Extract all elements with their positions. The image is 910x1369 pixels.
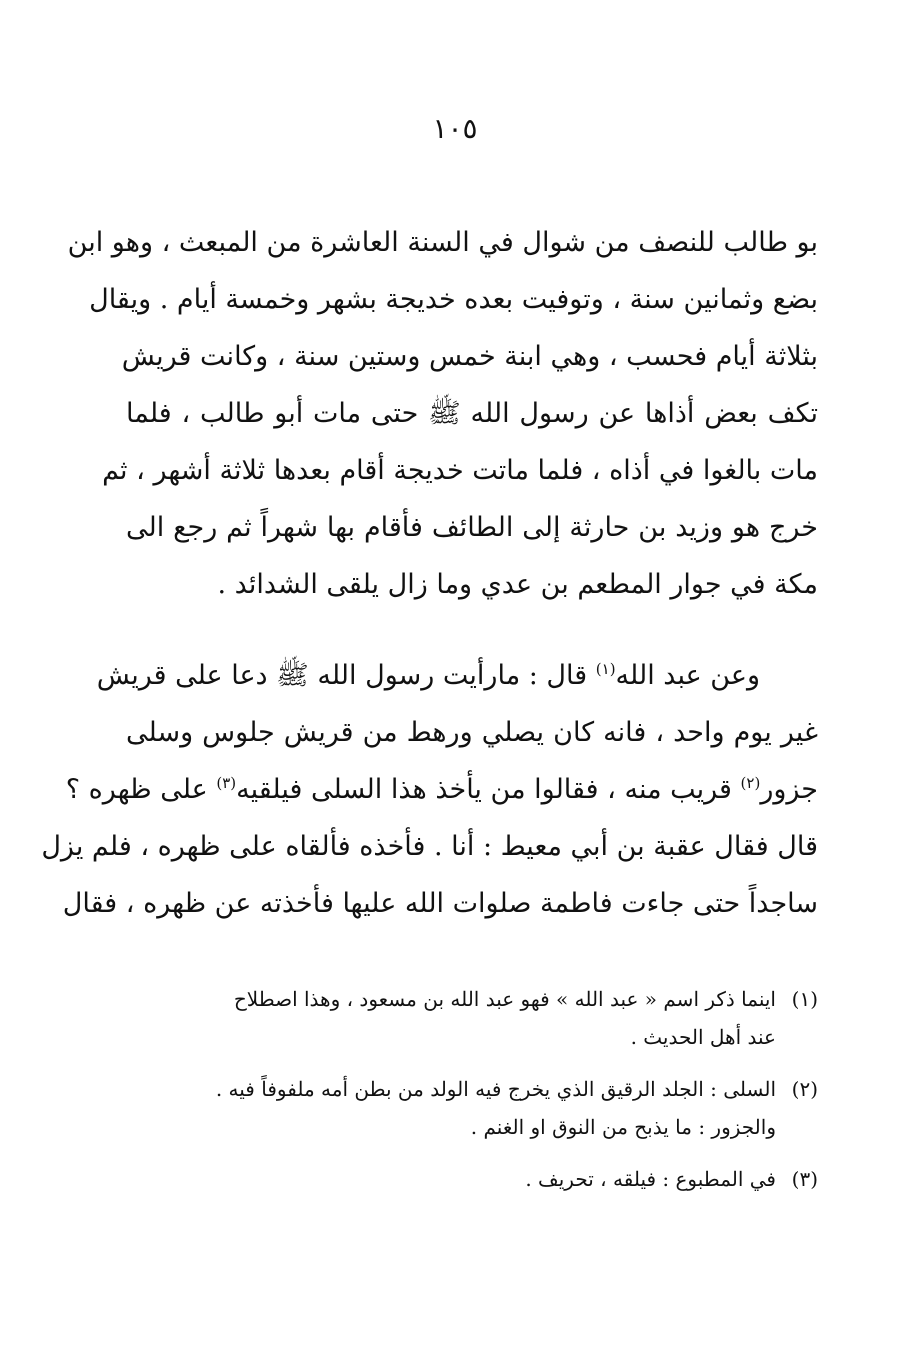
- text-segment: قريب منه ، فقالوا من يأخذ هذا السلى فيلقيه: [236, 774, 741, 805]
- footnote-line: والجزور : ما يذبح من النوق او الغنم .: [470, 1115, 776, 1139]
- footnote-text: السلى : الجلد الرقيق الذي يخرج فيه الولد من بطن أمه ملفوفاً فيه .: [215, 1077, 776, 1101]
- footnote-1: [96, 980, 818, 1056]
- text-line: مات بالغوا في أذاه ، فلما ماتت خديجة أقام بعدها ثلاثة أشهر ، ثم: [102, 455, 818, 486]
- footnote-text: اينما ذكر اسم « عبد الله » فهو عبد الله بن مسعود ، وهذا اصطلاح: [233, 987, 776, 1011]
- text-line: [65, 761, 818, 818]
- footnote-number: (١): [791, 987, 818, 1011]
- text-line: تكف بعض أذاها عن رسول الله ﷺ حتى مات أبو طالب ، فلما: [126, 398, 818, 429]
- text-line: بضع وثمانين سنة ، وتوفيت بعده خديجة بشهر وخمسة أيام . ويقال: [89, 284, 818, 315]
- text-line: ساجداً حتى جاءت فاطمة صلوات الله عليها فأخذته عن ظهره ، فقال: [62, 888, 818, 919]
- footnote-ref-2: (٢): [740, 774, 761, 792]
- text-line: غير يوم واحد ، فانه كان يصلي ورهط من قريش جلوس وسلى: [126, 717, 818, 748]
- footnotes: [96, 980, 818, 1212]
- footnote-line: عند أهل الحديث .: [630, 1025, 776, 1049]
- text-segment: وعن عبد الله: [615, 660, 760, 691]
- footnote-2: [96, 1070, 818, 1146]
- footnote-number: (٢): [791, 1077, 818, 1101]
- footnote-line: [96, 1070, 818, 1108]
- text-line: بو طالب للنصف من شوال في السنة العاشرة من المبعث ، وهو ابن: [67, 227, 818, 258]
- footnote-line: [96, 980, 818, 1018]
- footnote-line: [96, 1160, 818, 1198]
- footnote-text: في المطبوع : فيلقه ، تحريف .: [525, 1167, 776, 1191]
- text-segment: جزور: [760, 774, 818, 805]
- text-line: قال فقال عقبة بن أبي معيط : أنا . فأخذه فألقاه على ظهره ، فلم يزل: [41, 831, 818, 862]
- footnote-number: (٣): [791, 1167, 818, 1191]
- footnote-ref-3: (٣): [216, 774, 237, 792]
- paragraph-1: [67, 214, 818, 613]
- text-line: بثلاثة أيام فحسب ، وهي ابنة خمس وستين سنة ، وكانت قريش: [121, 341, 818, 372]
- footnote-ref-1: (١): [595, 660, 616, 678]
- text-line: خرج هو وزيد بن حارثة إلى الطائف فأقام بها شهراً ثم رجع الى: [126, 512, 818, 543]
- text-segment: قال : مارأيت رسول الله ﷺ دعا على قريش: [96, 660, 596, 691]
- paragraph-2: [41, 647, 818, 932]
- footnote-3: [96, 1160, 818, 1198]
- text-segment: على ظهره ؟: [65, 774, 217, 805]
- text-line: مكة في جوار المطعم بن عدي وما زال يلقى الشدائد .: [217, 569, 818, 600]
- page-number: ١٠٥: [432, 112, 478, 145]
- text-line: [96, 647, 818, 704]
